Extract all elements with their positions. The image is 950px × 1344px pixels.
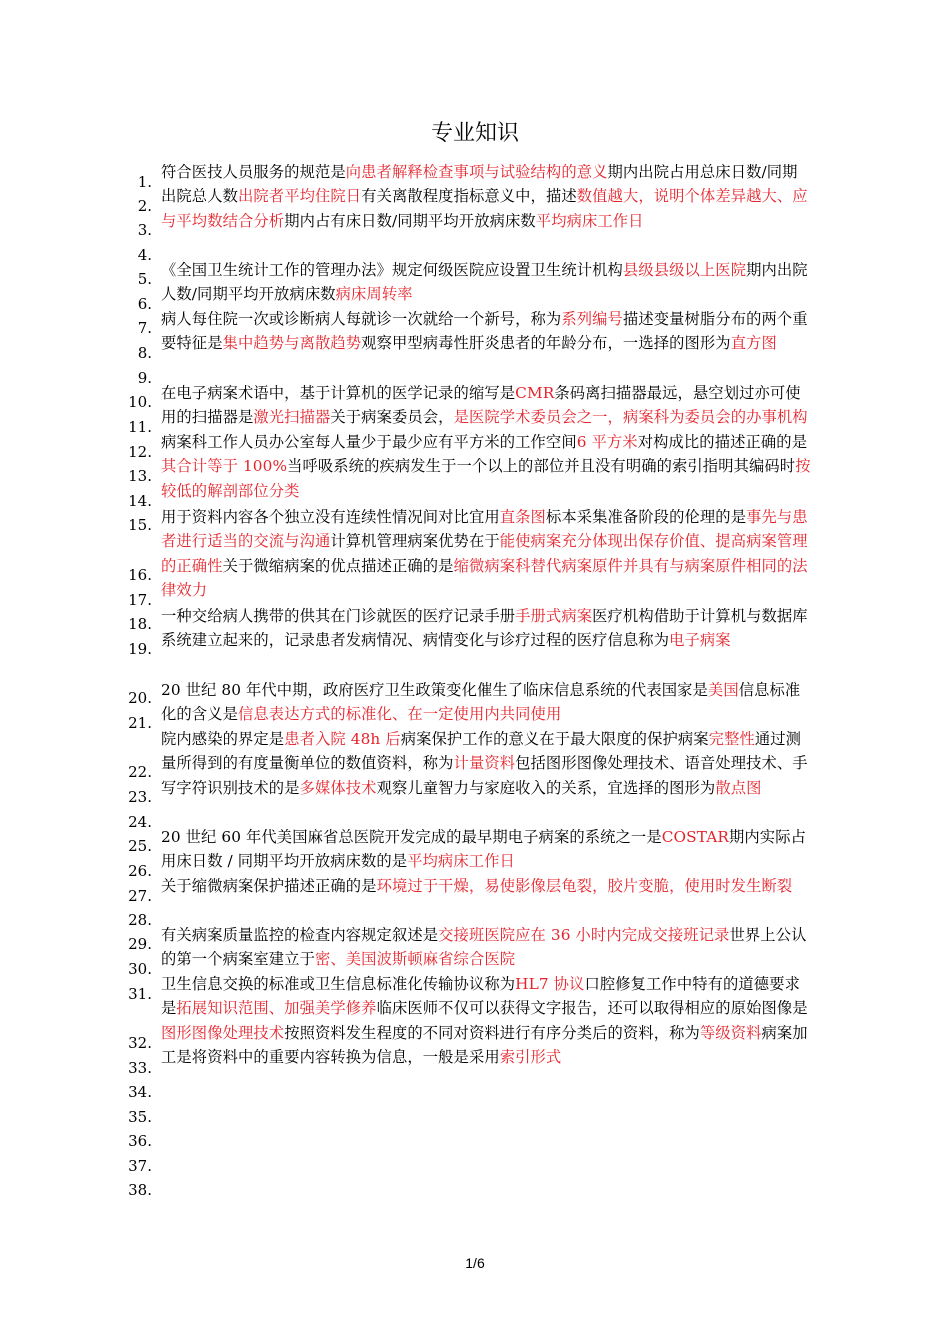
question-text: 院内感染的界定是 [161,730,285,748]
line-number: 25. [128,837,152,855]
question-text: 期内出院人数/同期平均开放病床数 [161,261,808,304]
question-text: 期内实际占用床日数 / 同期平均开放病床数的是 [161,828,806,871]
paragraph [161,160,811,233]
paragraph [161,307,811,356]
highlighted-answer: 电子病案 [669,631,731,650]
paragraph [161,258,811,307]
paragraph [161,381,811,503]
line-number: 21. [128,714,152,732]
highlighted-answer: 缩微病案科替代病案原件并具有与病案原件相同的法律效力 [161,556,808,600]
line-number: 8. [137,344,152,362]
highlighted-answer: 完整性 [708,730,755,748]
line-number: 5. [137,270,152,288]
question-text: 用于资料内容各个独立没有连续性情况间对比宜用 [161,508,500,526]
question-text: 临床医师不仅可以获得文字报告，还可以取得相应的原始图像是 [376,999,808,1018]
highlighted-answer: 密、美国波斯顿麻省综合医院 [314,950,516,969]
highlighted-answer: 是医院学术委员会之一，病案科为委员会的办事机构 [453,408,808,427]
line-number: 32. [128,1034,152,1052]
line-number: 26. [128,862,152,880]
line-number: 10. [128,393,152,411]
highlighted-answer: HL7 协议 [515,975,585,993]
highlighted-answer: 环境过于干燥，易使影像层龟裂，胶片变脆，使用时发生断裂 [376,877,793,895]
line-number: 1. [137,173,152,191]
line-number: 28. [128,911,152,929]
line-number: 12. [128,443,152,461]
highlighted-answer: 县级县级以上医院 [622,261,747,279]
question-text: 一种交给病人携带的供其在门诊就医的医疗记录手册 [161,607,516,625]
line-number: 14. [128,492,152,510]
highlighted-answer: 出院者平均住院日 [238,187,362,206]
line-number: 23. [128,788,152,806]
line-number: 36. [128,1132,152,1150]
highlighted-answer: 其合计等于 100% [161,457,288,476]
question-text: 通过测量所得到的有度量衡单位的数值资料，称为 [161,730,802,773]
paragraph [161,505,811,603]
highlighted-answer: 病床周转率 [335,285,413,304]
paragraph [161,678,811,727]
highlighted-answer: 计量资料 [453,754,516,773]
paragraph [161,727,811,800]
page-number: 1/6 [465,1255,485,1271]
line-number: 35. [128,1108,152,1126]
question-text: 病案加工是将资料中的重要内容转换为信息，一般是采用 [161,1023,808,1067]
question-text: 按照资料发生程度的不同对资料进行有序分类后的资料，称为 [284,1023,700,1042]
line-number: 11. [128,418,152,436]
highlighted-answer: 平均病床工作日 [407,852,515,871]
question-text: 在电子病案术语中，基于计算机的医学记录的缩写是 [161,384,516,402]
paragraph [161,923,811,972]
line-number: 4. [137,246,152,264]
question-text: 病人每住院一次或诊断病人每就诊一次就给一个新号，称为 [161,310,562,328]
highlighted-answer: 等级资料 [699,1023,762,1042]
line-number: 6. [137,295,152,313]
paragraph [161,604,811,653]
highlighted-answer: 6 平方米 [576,432,638,451]
line-number: 7. [137,319,152,337]
line-number: 18. [128,615,152,633]
line-number: 27. [128,887,152,905]
highlighted-answer: 信息表达方式的标准化、在一定使用内共同使用 [238,705,562,724]
question-text: 有关离散程度指标意义中，描述 [361,187,577,206]
question-text: 描述变量树脂分布的两个重要特征是 [161,310,808,353]
question-text: 关于缩微病案保护描述正确的是 [161,877,377,895]
highlighted-answer: 事先与患者进行适当的交流与沟通 [161,508,808,551]
highlighted-answer: 集中趋势与离散趋势 [222,334,362,353]
highlighted-answer: 美国 [707,681,739,699]
question-text: 条码离扫描器最远，悬空划过亦可使用的扫描器是 [161,384,801,427]
question-text: 20 世纪 60 年代美国麻省总医院开发完成的最早期电子病案的系统之一是 [161,828,662,846]
question-text: 《全国卫生统计工作的管理办法》规定何级医院应设置卫生统计机构 [161,261,623,279]
line-number: 20. [128,689,152,707]
highlighted-answer: 直方图 [730,334,777,353]
question-text: 包括图形图像处理技术、语音处理技术、手写字符识别技术的是 [161,754,808,797]
question-text: 当呼吸系统的疾病发生于一个以上的部位并且没有明确的索引指明其编码时 [287,457,796,476]
question-text: 符合医技人员服务的规范是 [161,163,346,181]
paragraph [161,972,811,1070]
line-number: 19. [128,640,152,658]
question-text: 世界上公认的第一个病案室建立于 [161,926,807,969]
question-text: 信息标准化的含义是 [161,681,801,724]
highlighted-answer: 索引形式 [499,1048,562,1067]
line-number: 29. [128,935,152,953]
line-number: 15. [128,516,152,534]
question-text: 医疗机构借助于计算机与数据库系统建立起来的，记录患者发病情况、病情变化与诊疗过程的医疗信息称为 [161,607,808,650]
line-number: 33. [128,1059,152,1077]
highlighted-answer: 图形图像处理技术 [161,1023,285,1042]
question-text: 观察甲型病毒性肝炎患者的年龄分布，一选择的图形为 [361,334,731,353]
highlighted-answer: 拓展知识范围、加强美学修养 [176,999,377,1018]
highlighted-answer: 患者入院 48h 后 [284,730,401,748]
highlighted-answer: 能使病案充分体现出保存价值、提高病案管理的正确性 [161,532,808,575]
highlighted-answer: 按较低的解剖部位分类 [161,457,811,500]
highlighted-answer: 系列编号 [561,310,623,328]
line-number: 2. [137,197,152,215]
question-text: 期内占有床日数/同期平均开放病床数 [284,211,536,230]
question-text: 20 世纪 80 年代中期，政府医疗卫生政策变化催生了临床信息系统的代表国家是 [161,681,708,699]
question-text: 病案保护工作的意义在于最大限度的保护病案 [400,730,709,748]
highlighted-answer: 激光扫描器 [253,408,331,427]
highlighted-answer: 交接班医院应在 36 小时内完成交接班记录 [438,926,730,944]
line-number: 31. [128,985,152,1003]
paragraph [161,825,811,874]
paragraph [161,874,811,898]
line-number: 13. [128,467,152,485]
line-number: 24. [128,813,152,831]
line-number: 16. [128,566,152,584]
line-number: 22. [128,763,152,781]
highlighted-answer: 直条图 [499,508,546,526]
page-title: 专业知识 [430,121,519,146]
question-text: 关于微缩病案的优点描述正确的是 [222,556,454,575]
question-text: 计算机管理病案优势在于 [330,532,500,551]
highlighted-answer: 散点图 [715,778,762,797]
question-text: 关于病案委员会， [330,408,454,427]
line-number: 3. [137,221,152,239]
line-number: 9. [137,369,152,387]
line-number: 34. [128,1083,152,1101]
highlighted-answer: 平均病床工作日 [535,211,644,230]
question-text: 观察儿童智力与家庭收入的关系，宜选择的图形为 [376,778,716,797]
question-text: 对构成比的描述正确的是 [637,432,808,451]
line-number: 17. [128,591,152,609]
highlighted-answer: 手册式病案 [515,607,593,625]
question-text: 病案科工作人员办公室每人量少于最少应有平方米的工作空间 [161,432,577,451]
highlighted-answer: 数值越大，说明个体差异越大、应与平均数结合分析 [161,187,808,230]
highlighted-answer: 多媒体技术 [299,778,377,797]
question-text: 期内出院占用总床日数/同期出院总人数 [161,163,798,206]
line-number: 30. [128,960,152,978]
question-text: 口腔修复工作中特有的道德要求是 [161,975,800,1018]
highlighted-answer: 向患者解释检查事项与试验结构的意义 [345,163,608,181]
highlighted-answer: COSTAR [661,828,729,846]
highlighted-answer: CMR [515,384,555,402]
line-number: 37. [128,1157,152,1175]
question-text: 标本采集准备阶段的伦理的是 [545,508,747,526]
question-text: 有关病案质量监控的检查内容规定叙述是 [161,926,439,944]
question-text: 卫生信息交换的标准或卫生信息标准化传输协议称为 [161,975,516,993]
line-number: 38. [128,1181,152,1199]
